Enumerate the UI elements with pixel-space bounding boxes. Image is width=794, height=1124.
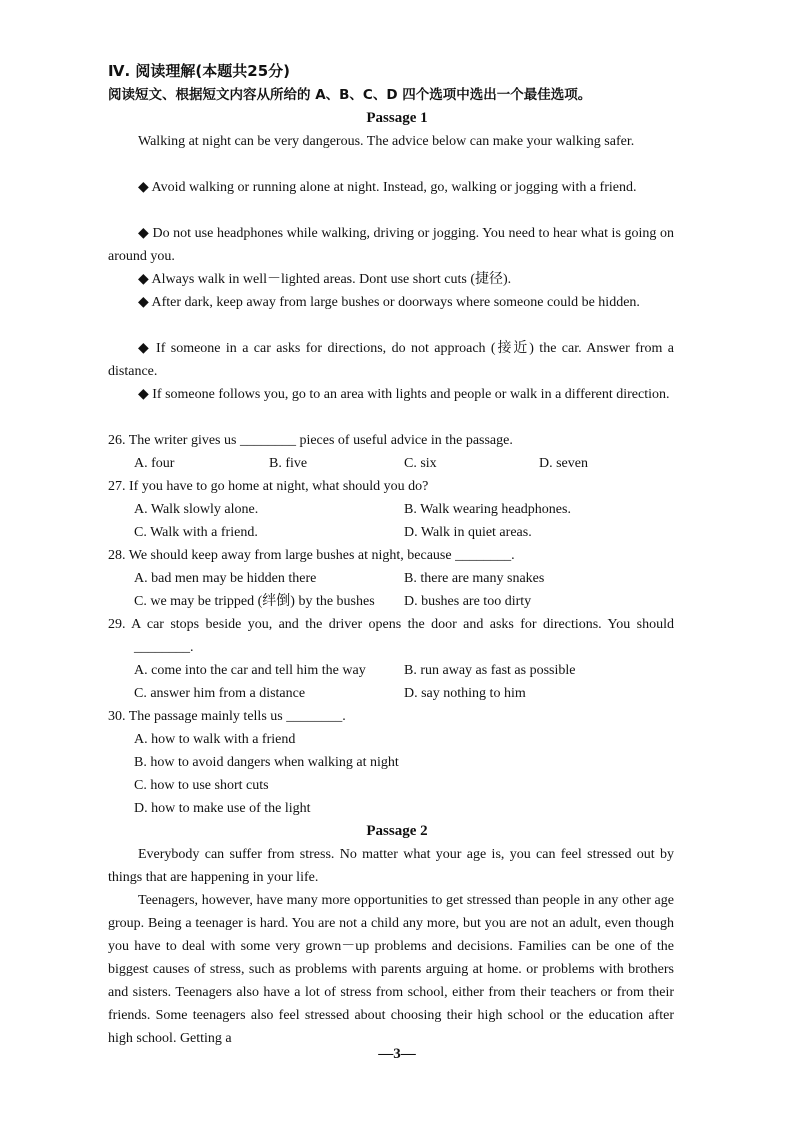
option-a: A. bad men may be hidden there	[134, 571, 317, 586]
advice-bullet: ◆ Avoid walking or running alone at night. Instead, go, walking or jogging with a friend.	[138, 180, 637, 195]
option-a: A. Walk slowly alone.	[134, 502, 259, 517]
question-stem: 27. If you have to go home at night, what should you do?	[108, 479, 429, 494]
advice-bullet: ◆ If someone in a car asks for directions, do not approach (接近) the car. Answer from a distance.	[108, 341, 674, 379]
question-options	[108, 498, 674, 521]
question-options	[108, 567, 674, 590]
section-title: Ⅳ. 阅读理解(本题共25分)	[108, 62, 290, 80]
option-c: C. we may be tripped (绊倒) by the bushes	[134, 594, 375, 609]
option-b: B. run away as fast as possible	[404, 663, 576, 678]
question-options	[108, 682, 674, 705]
option-d: D. bushes are too dirty	[404, 594, 532, 609]
section-instruction: 阅读短文、根据短文内容从所给的 A、B、C、D 四个选项中选出一个最佳选项。	[108, 87, 592, 103]
question-options	[108, 452, 674, 475]
question-stem: 30. The passage mainly tells us ________.	[108, 709, 346, 724]
option-c: C. Walk with a friend.	[134, 525, 258, 540]
question-options	[108, 590, 674, 613]
option-d: D. say nothing to him	[404, 686, 526, 701]
option-a: A. four	[134, 456, 175, 471]
option-d: D. seven	[539, 456, 588, 471]
question-stem: 28. We should keep away from large bushes at night, because ________.	[108, 548, 515, 563]
passage1-title: Passage 1	[366, 110, 428, 126]
advice-bullet: ◆ If someone follows you, go to an area with lights and people or walk in a different direction.	[138, 387, 670, 402]
advice-bullet: ◆ Do not use headphones while walking, driving or jogging. You need to hear what is going on around you.	[108, 226, 674, 264]
question-options	[108, 521, 674, 544]
option-c: C. six	[404, 456, 437, 471]
option-d: D. Walk in quiet areas.	[404, 525, 532, 540]
question-stem: 29. A car stops beside you, and the driver opens the door and asks for directions. You should ________.	[108, 617, 674, 655]
option-a: A. come into the car and tell him the way	[134, 663, 366, 678]
option-b: B. Walk wearing headphones.	[404, 502, 571, 517]
option-c: C. how to use short cuts	[134, 778, 269, 793]
option-c: C. answer him from a distance	[134, 686, 306, 701]
passage2-paragraph: Everybody can suffer from stress. No matter what your age is, you can feel stressed out by things that are happening in your life.	[108, 847, 674, 885]
question-options	[108, 659, 674, 682]
option-b: B. there are many snakes	[404, 571, 545, 586]
option-b: B. how to avoid dangers when walking at night	[134, 755, 399, 770]
passage1-intro: Walking at night can be very dangerous. The advice below can make your walking safer.	[138, 134, 635, 149]
advice-bullet: ◆ Always walk in well－lighted areas. Dont use short cuts (捷径).	[138, 272, 512, 287]
advice-bullet: ◆ After dark, keep away from large bushes or doorways where someone could be hidden.	[138, 295, 640, 310]
page-number: —3—	[378, 1046, 416, 1062]
option-b: B. five	[269, 456, 308, 471]
option-d: D. how to make use of the light	[134, 801, 311, 816]
passage2-paragraph: Teenagers, however, have many more opportunities to get stressed than people in any other age group. Being a teenager is hard. You are not a child any more, but you are not an adult, even though you have to deal with some very grown－up problems and decisions. Families can be one of the biggest causes of stress, such as problems with parents arguing at home. or problems with brothers and sisters. Teenagers also have a lot of stress from school, either from their teachers or from their friends. Some teenagers also feel stressed about choosing their high school or the education after high school. Getting a	[108, 893, 674, 1046]
passage2-title: Passage 2	[366, 823, 428, 839]
option-a: A. how to walk with a friend	[134, 732, 296, 747]
question-stem: 26. The writer gives us ________ pieces of useful advice in the passage.	[108, 433, 513, 448]
